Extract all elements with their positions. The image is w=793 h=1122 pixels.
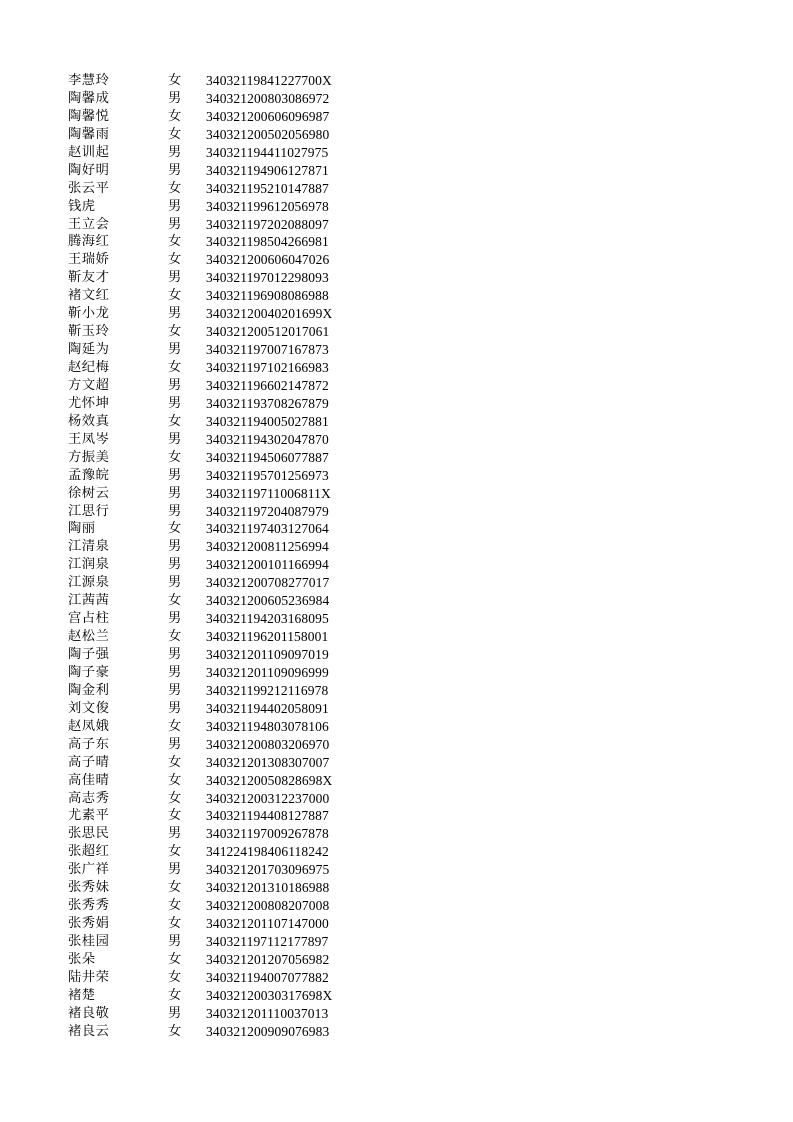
table-row xyxy=(68,359,368,377)
name-cell: 张思民 xyxy=(68,826,110,842)
gender-cell: 女 xyxy=(168,916,182,932)
gender-cell: 女 xyxy=(168,252,182,268)
table-row xyxy=(68,180,368,198)
name-cell: 腾海红 xyxy=(68,234,110,250)
gender-cell: 男 xyxy=(168,485,182,501)
gender-cell: 男 xyxy=(168,395,182,411)
table-row xyxy=(68,1005,368,1023)
id-number-cell: 340321195210147887 xyxy=(206,180,329,196)
name-cell: 褚良云 xyxy=(68,1023,110,1039)
id-number-cell: 340321200606047026 xyxy=(206,252,330,268)
gender-cell: 男 xyxy=(168,306,182,322)
name-cell: 江润泉 xyxy=(68,557,110,573)
gender-cell: 男 xyxy=(168,575,182,591)
table-row xyxy=(68,485,368,503)
gender-cell: 女 xyxy=(168,969,182,985)
gender-cell: 女 xyxy=(168,234,182,250)
gender-cell: 女 xyxy=(168,629,182,645)
table-row xyxy=(68,538,368,556)
gender-cell: 男 xyxy=(168,216,182,232)
gender-cell: 女 xyxy=(168,808,182,824)
id-number-cell: 340321194906127871 xyxy=(206,162,329,178)
table-row xyxy=(68,503,368,521)
gender-cell: 女 xyxy=(168,288,182,304)
id-number-cell: 34032120050828698X xyxy=(206,772,333,788)
id-number-cell: 34032120040201699X xyxy=(206,306,333,322)
table-row xyxy=(68,449,368,467)
id-number-cell: 340321196908086988 xyxy=(206,288,329,304)
table-row xyxy=(68,951,368,969)
gender-cell: 女 xyxy=(168,413,182,429)
table-row xyxy=(68,574,368,592)
name-cell: 张超红 xyxy=(68,844,110,860)
id-number-cell: 340321194203168095 xyxy=(206,611,329,627)
id-number-cell: 340321200708277017 xyxy=(206,575,330,591)
id-number-cell: 340321201703096975 xyxy=(206,862,330,878)
id-number-cell: 340321200811256994 xyxy=(206,539,329,555)
name-cell: 赵训起 xyxy=(68,144,110,160)
gender-cell: 男 xyxy=(168,90,182,106)
table-row xyxy=(68,323,368,341)
table-row xyxy=(68,682,368,700)
id-number-cell: 340321197009267878 xyxy=(206,826,329,842)
id-number-cell: 340321200803086972 xyxy=(206,90,330,106)
table-row xyxy=(68,233,368,251)
table-row xyxy=(68,861,368,879)
name-cell: 陶子豪 xyxy=(68,664,110,680)
gender-cell: 女 xyxy=(168,844,182,860)
name-cell: 褚良敬 xyxy=(68,1005,110,1021)
name-cell: 陶馨悦 xyxy=(68,108,110,124)
name-cell: 王瑞娇 xyxy=(68,252,110,268)
table-row xyxy=(68,520,368,538)
id-number-cell: 340321201107147000 xyxy=(206,916,329,932)
gender-cell: 男 xyxy=(168,270,182,286)
name-cell: 高佳晴 xyxy=(68,772,110,788)
gender-cell: 男 xyxy=(168,503,182,519)
name-cell: 尤素平 xyxy=(68,808,110,824)
id-number-cell: 340321197012298093 xyxy=(206,270,329,286)
table-row xyxy=(68,736,368,754)
id-number-cell: 341224198406118242 xyxy=(206,844,329,860)
name-cell: 王凤岑 xyxy=(68,431,110,447)
gender-cell: 男 xyxy=(168,557,182,573)
name-cell: 陆井荣 xyxy=(68,969,110,985)
id-number-cell: 340321194007077882 xyxy=(206,969,329,985)
id-number-cell: 340321196201158001 xyxy=(206,629,329,645)
id-number-cell: 340321194411027975 xyxy=(206,144,329,160)
table-row xyxy=(68,341,368,359)
name-cell: 赵松兰 xyxy=(68,629,110,645)
gender-cell: 男 xyxy=(168,342,182,358)
id-number-cell: 340321197204087979 xyxy=(206,503,329,519)
id-number-cell: 340321200312237000 xyxy=(206,790,330,806)
gender-cell: 女 xyxy=(168,126,182,142)
id-number-cell: 340321197102166983 xyxy=(206,360,329,375)
gender-cell: 女 xyxy=(168,754,182,770)
id-number-cell: 340321200808207008 xyxy=(206,898,330,914)
id-number-cell: 340321201109096999 xyxy=(206,664,329,680)
name-cell: 方振美 xyxy=(68,449,110,465)
table-row xyxy=(68,825,368,843)
id-number-cell: 340321194402058091 xyxy=(206,700,329,716)
gender-cell: 女 xyxy=(168,360,182,375)
id-number-cell: 340321201207056982 xyxy=(206,951,330,967)
table-row xyxy=(68,772,368,790)
table-row xyxy=(68,72,368,90)
id-number-cell: 340321201310186988 xyxy=(206,880,330,896)
gender-cell: 女 xyxy=(168,718,182,734)
id-number-cell: 340321197112177897 xyxy=(206,934,329,949)
name-cell: 江思行 xyxy=(68,503,110,519)
id-number-cell: 340321200512017061 xyxy=(206,324,330,340)
id-number-cell: 340321200606096987 xyxy=(206,108,330,124)
name-cell: 张秀秀 xyxy=(68,898,110,914)
name-cell: 李慧玲 xyxy=(68,73,110,88)
table-row xyxy=(68,144,368,162)
gender-cell: 男 xyxy=(168,539,182,555)
table-row xyxy=(68,1023,368,1041)
name-cell: 杨效真 xyxy=(68,413,110,429)
name-cell: 方文超 xyxy=(68,377,110,393)
name-cell: 靳小龙 xyxy=(68,306,110,322)
id-number-cell: 340321200101166994 xyxy=(206,557,329,573)
id-number-cell: 340321197403127064 xyxy=(206,521,329,537)
table-row xyxy=(68,969,368,987)
gender-cell: 女 xyxy=(168,951,182,967)
roster-table xyxy=(68,72,368,1041)
gender-cell: 男 xyxy=(168,467,182,483)
id-number-cell: 340321199612056978 xyxy=(206,198,329,214)
gender-cell: 男 xyxy=(168,934,182,949)
table-row xyxy=(68,807,368,825)
table-row xyxy=(68,556,368,574)
name-cell: 刘文俊 xyxy=(68,700,110,716)
gender-cell: 女 xyxy=(168,108,182,124)
gender-cell: 女 xyxy=(168,180,182,196)
table-row xyxy=(68,790,368,808)
gender-cell: 男 xyxy=(168,611,182,627)
id-number-cell: 340321194506077887 xyxy=(206,449,329,465)
name-cell: 陶金利 xyxy=(68,682,110,698)
gender-cell: 女 xyxy=(168,987,182,1003)
name-cell: 高子东 xyxy=(68,736,110,752)
name-cell: 张秀妹 xyxy=(68,880,110,896)
name-cell: 张广祥 xyxy=(68,862,110,878)
gender-cell: 男 xyxy=(168,431,182,447)
name-cell: 赵凤娥 xyxy=(68,718,110,734)
id-number-cell: 34032119711006811X xyxy=(206,485,331,501)
id-number-cell: 340321200502056980 xyxy=(206,126,330,142)
table-row xyxy=(68,216,368,234)
gender-cell: 女 xyxy=(168,880,182,896)
table-row xyxy=(68,413,368,431)
id-number-cell: 340321194302047870 xyxy=(206,431,329,447)
id-number-cell: 340321194408127887 xyxy=(206,808,329,824)
gender-cell: 男 xyxy=(168,647,182,662)
name-cell: 张朵 xyxy=(68,951,96,967)
name-cell: 江茜茜 xyxy=(68,593,110,609)
gender-cell: 男 xyxy=(168,682,182,698)
gender-cell: 男 xyxy=(168,162,182,178)
name-cell: 陶好明 xyxy=(68,162,110,178)
table-row xyxy=(68,897,368,915)
gender-cell: 女 xyxy=(168,324,182,340)
table-row xyxy=(68,646,368,664)
name-cell: 徐树云 xyxy=(68,485,110,501)
name-cell: 褚文红 xyxy=(68,288,110,304)
id-number-cell: 340321201110037013 xyxy=(206,1005,329,1021)
id-number-cell: 340321199212116978 xyxy=(206,682,329,698)
gender-cell: 男 xyxy=(168,862,182,878)
table-row xyxy=(68,628,368,646)
id-number-cell: 340321196602147872 xyxy=(206,377,329,393)
gender-cell: 女 xyxy=(168,898,182,914)
name-cell: 张云平 xyxy=(68,180,110,196)
table-row xyxy=(68,269,368,287)
name-cell: 张秀娟 xyxy=(68,916,110,932)
table-row xyxy=(68,287,368,305)
name-cell: 江源泉 xyxy=(68,575,110,591)
table-row xyxy=(68,915,368,933)
gender-cell: 女 xyxy=(168,521,182,537)
name-cell: 陶馨成 xyxy=(68,90,110,106)
table-row xyxy=(68,987,368,1005)
table-row xyxy=(68,431,368,449)
gender-cell: 男 xyxy=(168,826,182,842)
table-row xyxy=(68,843,368,861)
table-row xyxy=(68,754,368,772)
table-row xyxy=(68,718,368,736)
gender-cell: 男 xyxy=(168,1005,182,1021)
gender-cell: 男 xyxy=(168,377,182,393)
table-row xyxy=(68,933,368,951)
gender-cell: 女 xyxy=(168,593,182,609)
id-number-cell: 34032119841227700X xyxy=(206,73,332,88)
table-row xyxy=(68,108,368,126)
name-cell: 高子晴 xyxy=(68,754,110,770)
id-number-cell: 340321198504266981 xyxy=(206,234,329,250)
gender-cell: 男 xyxy=(168,700,182,716)
name-cell: 靳友才 xyxy=(68,270,110,286)
table-row xyxy=(68,879,368,897)
id-number-cell: 340321200605236984 xyxy=(206,593,330,609)
table-row xyxy=(68,664,368,682)
name-cell: 赵纪梅 xyxy=(68,360,110,375)
id-number-cell: 340321201308307007 xyxy=(206,754,330,770)
name-cell: 宫占柱 xyxy=(68,611,110,627)
name-cell: 高志秀 xyxy=(68,790,110,806)
id-number-cell: 340321193708267879 xyxy=(206,395,329,411)
gender-cell: 女 xyxy=(168,790,182,806)
name-cell: 褚楚 xyxy=(68,987,96,1003)
gender-cell: 女 xyxy=(168,772,182,788)
id-number-cell: 340321200803206970 xyxy=(206,736,330,752)
name-cell: 陶延为 xyxy=(68,342,110,358)
gender-cell: 女 xyxy=(168,1023,182,1039)
table-row xyxy=(68,90,368,108)
id-number-cell: 340321197007167873 xyxy=(206,342,329,358)
id-number-cell: 340321194803078106 xyxy=(206,718,329,734)
name-cell: 陶丽 xyxy=(68,521,96,537)
table-row xyxy=(68,377,368,395)
id-number-cell: 340321195701256973 xyxy=(206,467,329,483)
id-number-cell: 340321200909076983 xyxy=(206,1023,330,1039)
id-number-cell: 340321194005027881 xyxy=(206,413,329,429)
gender-cell: 男 xyxy=(168,664,182,680)
table-row xyxy=(68,467,368,485)
name-cell: 陶馨雨 xyxy=(68,126,110,142)
name-cell: 孟豫皖 xyxy=(68,467,110,483)
gender-cell: 男 xyxy=(168,198,182,214)
table-row xyxy=(68,395,368,413)
name-cell: 靳玉玲 xyxy=(68,324,110,340)
gender-cell: 男 xyxy=(168,736,182,752)
table-row xyxy=(68,251,368,269)
name-cell: 陶子强 xyxy=(68,647,110,662)
name-cell: 张桂园 xyxy=(68,934,110,949)
name-cell: 江清泉 xyxy=(68,539,110,555)
table-row xyxy=(68,592,368,610)
gender-cell: 女 xyxy=(168,73,182,88)
id-number-cell: 340321201109097019 xyxy=(206,647,329,662)
table-row xyxy=(68,126,368,144)
name-cell: 尤怀坤 xyxy=(68,395,110,411)
name-cell: 钱虎 xyxy=(68,198,96,214)
table-row xyxy=(68,198,368,216)
table-row xyxy=(68,162,368,180)
gender-cell: 男 xyxy=(168,144,182,160)
gender-cell: 女 xyxy=(168,449,182,465)
table-row xyxy=(68,305,368,323)
table-row xyxy=(68,700,368,718)
id-number-cell: 34032120030317698X xyxy=(206,987,333,1003)
id-number-cell: 340321197202088097 xyxy=(206,216,329,232)
table-row xyxy=(68,610,368,628)
name-cell: 王立会 xyxy=(68,216,110,232)
